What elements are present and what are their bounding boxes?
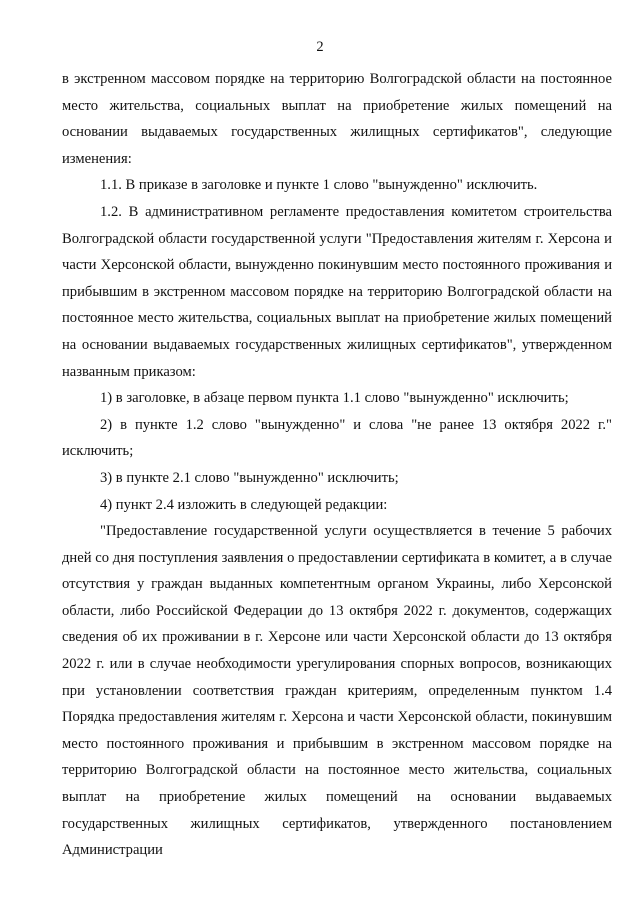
paragraph-subitem-2: 2) в пункте 1.2 слово "вынужденно" и слова "не ранее 13 октября 2022 г." исключить;: [62, 416, 612, 460]
paragraph-subitem-4: 4) пункт 2.4 изложить в следующей редакции:: [100, 496, 388, 513]
paragraph-item-1-2: 1.2. В административном регламенте предоставления комитетом строительства Волгоградской области государственной услуги "Предоставления жителям г. Херсона и части Херсонской области, вынужденно покинувшим место постоянного проживания и прибывшим в экстренном массовом порядке на территорию Волгоградской области на постоянное место жительства, социальных выплат на приобретение жилых помещений на основании выдаваемых государственных жилищных сертификатов", утвержденном названным приказом:: [62, 203, 612, 380]
paragraph-subitem-3: 3) в пункте 2.1 слово "вынужденно" исключить;: [100, 469, 399, 486]
paragraph-item-1-1: 1.1. В приказе в заголовке и пункте 1 слово "вынужденно" исключить.: [100, 177, 538, 194]
paragraph-new-wording: "Предоставление государственной услуги осуществляется в течение 5 рабочих дней со дня поступления заявления о предоставлении сертификата в комитет, а в случае отсутствия у граждан выданных компетентным органом Украины, либо Херсонской области, либо Российской Федерации до 13 октября 2022 г. документов, содержащих сведения об их проживании в г. Херсоне или части Херсонской области до 13 октября 2022 г. или в случае необходимости урегулирования спорных вопросов, возникающих при установлении соответствия граждан критериям, определенным пунктом 1.4 Порядка предоставления жителям г. Херсона и части Херсонской области, покинувшим место постоянного проживания и прибывшим в экстренном массовом порядке на территорию Волгоградской области на постоянное место жительства, социальных выплат на приобретение жилых помещений на основании выдаваемых государственных жилищных сертификатов, утвержденного постановлением Администрации: [62, 523, 612, 859]
document-body: [62, 66, 612, 864]
paragraph-subitem-1: 1) в заголовке, в абзаце первом пункта 1.1 слово "вынужденно" исключить;: [100, 390, 569, 407]
page-number: 2: [316, 39, 324, 55]
paragraph-continuation: в экстренном массовом порядке на территорию Волгоградской области на постоянное место жительства, социальных выплат на приобретение жилых помещений на основании выдаваемых государственных жилищных сертификатов", следующие изменения:: [62, 71, 612, 167]
